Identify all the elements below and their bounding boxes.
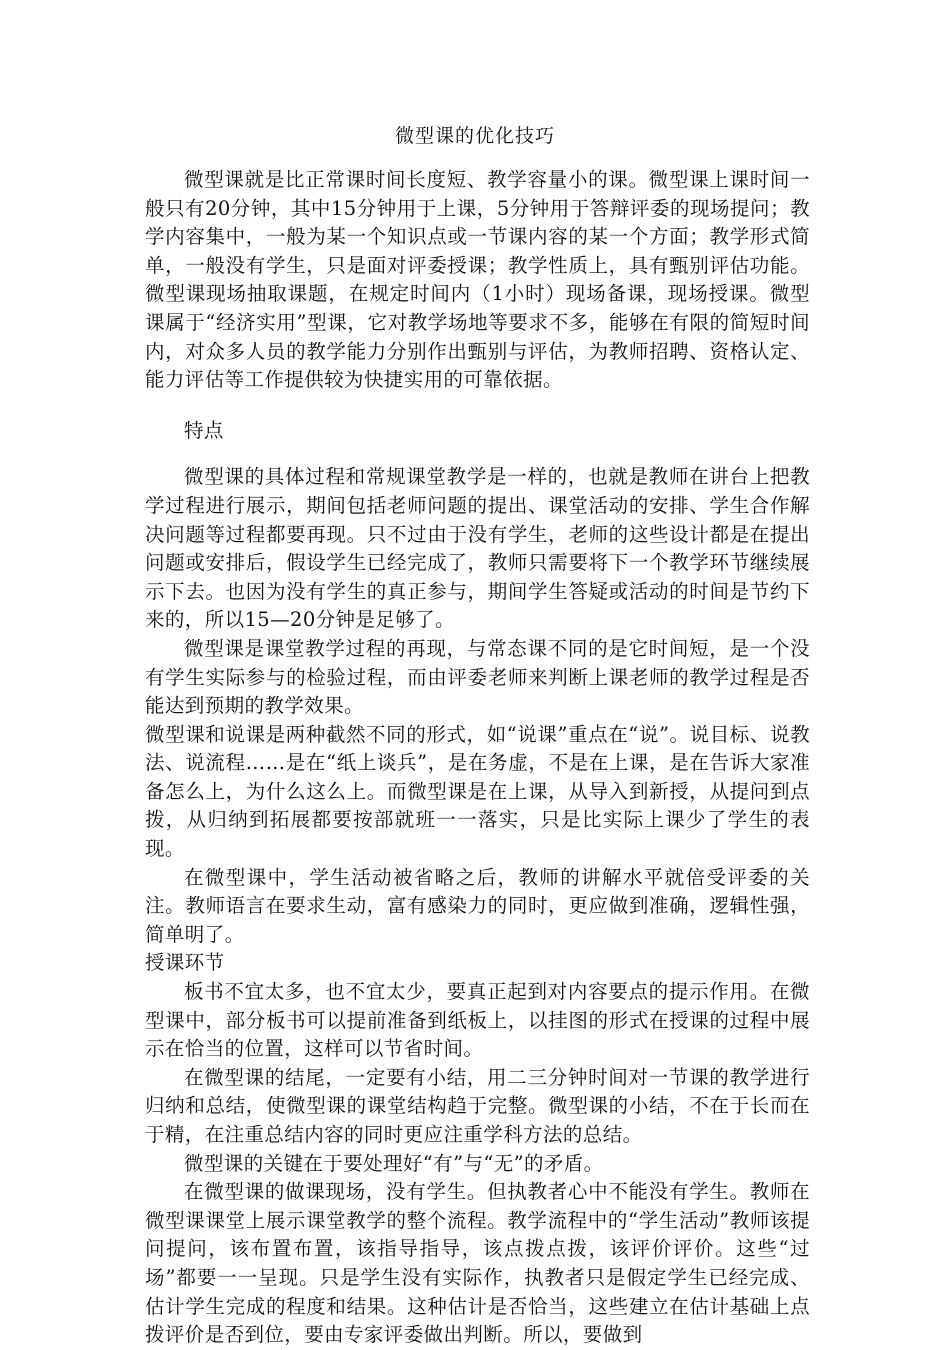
paragraph-reproduction: 微型课是课堂教学过程的再现，与常态课不同的是它时间短，是一个没有学生实际参与的检验过程，而由评委老师来判断上课老师的教学过程是否能达到预期的教学效果。 <box>145 636 810 718</box>
paragraph-key: 微型课的关键在于要处理好“有”与“无”的矛盾。 <box>184 1151 604 1175</box>
section-heading-teaching: 授课环节 <box>145 951 225 975</box>
page-title: 微型课的优化技巧 <box>394 125 555 147</box>
paragraph-summary: 在微型课的结尾，一定要有小结，用二三分钟时间对一节课的教学进行归纳和总结，使微型课的课堂结构趋于完整。微型课的小结，不在于长而在于精，在注重总结内容的同时更应注重学科方法的总结。 <box>145 1065 810 1146</box>
paragraph-blackboard: 板书不宜太多，也不宜太少，要真正起到对内容要点的提示作用。在微型课中，部分板书可以提前准备到纸板上，以挂图的形式在授课的过程中展示在恰当的位置，这样可以节省时间。 <box>145 980 810 1061</box>
paragraph-process: 微型课的具体过程和常规课堂教学是一样的，也就是教师在讲台上把教学过程进行展示，期间包括老师问题的提出、课堂活动的安排、学生合作解决问题等过程都要再现。只不过由于没有学生，老师的这些设计都是在提出问题或安排后，假设学生已经完成了，教师只需要将下一个教学环节继续展示下去。也因为没有学生的真正参与，期间学生答疑或活动的时间是节约下来的，所以15—20分钟是足够了。 <box>145 465 810 632</box>
section-heading-features: 特点 <box>184 418 224 442</box>
paragraph-intro: 微型课就是比正常课时间长度短、教学容量小的课。微型课上课时间一般只有20分钟，其中15分钟用于上课，5分钟用于答辩评委的现场提问；教学内容集中，一般为某一个知识点或一节课内容的某一个方面；教学形式简单，一般没有学生，只是面对评委授课；教学性质上，具有甄别评估功能。微型课现场抽取课题，在规定时间内（1小时）现场备课，现场授课。微型课属于“经济实用”型课，它对教学场地等要求不多，能够在有限的简短时间内，对众多人员的教学能力分别作出甄别与评估，为教师招聘、资格认定、能力评估等工作提供较为快捷实用的可靠依据。 <box>145 168 810 392</box>
paragraph-vs-lecture: 微型课和说课是两种截然不同的形式，如“说课”重点在“说”。说目标、说教法、说流程……是在“纸上谈兵”，是在务虚，不是在上课，是在告诉大家准备怎么上，为什么这么上。而微型课是在上课，从导入到新授，从提问到点拨，从归纳到拓展都要按部就班一一落实，只是比实际上课少了学生的表现。 <box>145 722 810 861</box>
paragraph-no-students: 在微型课的做课现场，没有学生。但执教者心中不能没有学生。教师在微型课课堂上展示课堂教学的整个流程。教学流程中的“学生活动”教师该提问提问，该布置布置，该指导指导，该点拨点拨，该评价评价。这些“过场”都要一一呈现。只是学生没有实际作，执教者只是假定学生已经完成、估计学生完成的程度和结果。这种估计是否恰当，这些建立在估计基础上点拨评价是否到位，要由专家评委做出判断。所以，要做到 <box>145 1180 810 1347</box>
document-body <box>145 166 810 1350</box>
paragraph-language: 在微型课中，学生活动被省略之后，教师的讲解水平就倍受评委的关注。教师语言在要求生动，富有感染力的同时，更应做到准确，逻辑性强，简单明了。 <box>145 865 810 946</box>
